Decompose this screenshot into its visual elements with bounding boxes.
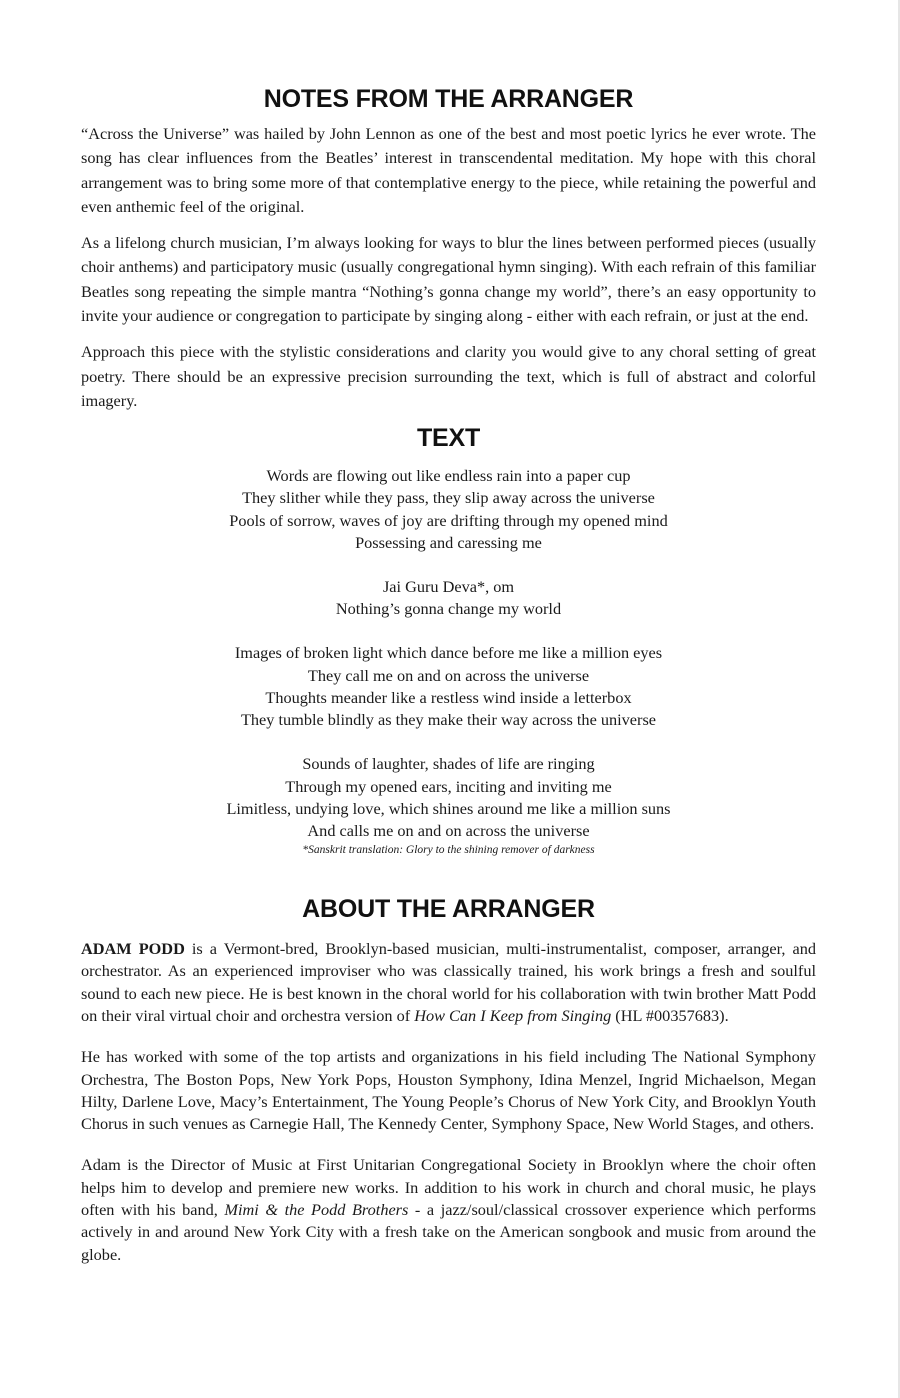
about-text: - a jazz/soul/classical crossover experience which performs actively in and around New York City with a fresh take on the American songbook and music from around the globe.	[81, 1200, 816, 1264]
about-heading: ABOUT THE ARRANGER	[302, 895, 595, 924]
lyrics-stanza	[81, 465, 816, 554]
lyric-line: They slither while they pass, they slip away across the universe	[242, 488, 655, 508]
translation-footnote: *Sanskrit translation: Glory to the shining remover of darkness	[302, 844, 595, 857]
notes-paragraph: “Across the Universe” was hailed by John Lennon as one of the best and most poetic lyrics he ever wrote. The song has clear influences from the Beatles’ interest in transcendental meditation. My hope with this choral arrangement was to bring some more of that contemplative energy to the piece, while retaining the powerful and even anthemic feel of the original.	[81, 124, 816, 216]
lyric-line: Thoughts meander like a restless wind inside a letterbox	[265, 687, 632, 707]
document-page	[81, 0, 816, 1266]
about-text: (HL #00357683).	[611, 1006, 729, 1025]
about-section	[81, 938, 816, 1266]
work-title: How Can I Keep from Singing	[414, 1006, 612, 1025]
lyric-line: Sounds of laughter, shades of life are ringing	[302, 754, 595, 774]
arranger-name: ADAM PODD	[81, 939, 185, 959]
text-heading: TEXT	[416, 424, 481, 453]
notes-heading: NOTES FROM THE ARRANGER	[263, 85, 634, 113]
lyric-line: Images of broken light which dance before me like a million eyes	[234, 643, 663, 663]
about-text: is a Vermont-bred, Brooklyn-based musician, multi-instrumentalist, composer, arranger, and orchestrator. As an experienced improviser who was classically trained, his work brings a fresh and soulful sound to each new piece. He is best known in the choral world for his collaboration with twin brother Matt Podd on their viral virtual choir and orchestra version of	[81, 939, 816, 1025]
lyric-line: They call me on and on across the universe	[307, 665, 590, 685]
lyrics-stanza	[81, 753, 816, 858]
lyric-line: And calls me on and on across the universe	[307, 820, 590, 840]
lyrics-section	[81, 465, 816, 858]
notes-section	[81, 122, 816, 413]
notes-paragraph: As a lifelong church musician, I’m always looking for ways to blur the lines between performed pieces (usually choir anthems) and participatory music (usually congregational hymn singing). With each refrain of this familiar Beatles song repeating the simple mantra “Nothing’s gonna change my world”, there’s an easy opportunity to invite your audience or congregation to participate by singing along - either with each refrain, or just at the end.	[81, 233, 816, 326]
lyric-line: Nothing’s gonna change my world	[335, 599, 562, 619]
about-paragraph	[81, 938, 816, 1027]
notes-paragraph: Approach this piece with the stylistic considerations and clarity you would give to any choral setting of great poetry. There should be an expressive precision surrounding the text, which is full of abstract and colorful imagery.	[81, 342, 816, 410]
about-paragraph	[81, 1154, 816, 1265]
lyric-line: They tumble blindly as they make their way across the universe	[240, 710, 657, 730]
lyrics-stanza	[81, 576, 816, 620]
about-paragraph: He has worked with some of the top artists and organizations in his field including The National Symphony Orchestra, The Boston Pops, New York Pops, Houston Symphony, Idina Menzel, Ingrid Michaelson, Megan Hilty, Darlene Love, Macy’s Entertainment, The Young People’s Chorus of New York City, and Brooklyn Youth Chorus in such venues as Carnegie Hall, The Kennedy Center, Symphony Space, New World Stages, and others.	[81, 1047, 816, 1134]
about-text: Adam is the Director of Music at First Unitarian Congregational Society in Brooklyn where the choir often helps him to develop and premiere new works. In addition to his work in church and choral music, he plays often with his band,	[81, 1155, 816, 1220]
lyrics-stanza	[81, 642, 816, 731]
band-name: Mimi & the Podd Brothers	[224, 1200, 409, 1220]
lyric-line: Words are flowing out like endless rain into a paper cup	[266, 466, 631, 486]
lyric-line: Possessing and caressing me	[355, 532, 542, 552]
lyric-line: Through my opened ears, inciting and inviting me	[285, 776, 612, 796]
lyric-line: Limitless, undying love, which shines around me like a million suns	[226, 798, 671, 818]
lyric-line: Jai Guru Deva*, om	[382, 577, 515, 597]
lyric-line: Pools of sorrow, waves of joy are drifting through my opened mind	[229, 510, 668, 530]
